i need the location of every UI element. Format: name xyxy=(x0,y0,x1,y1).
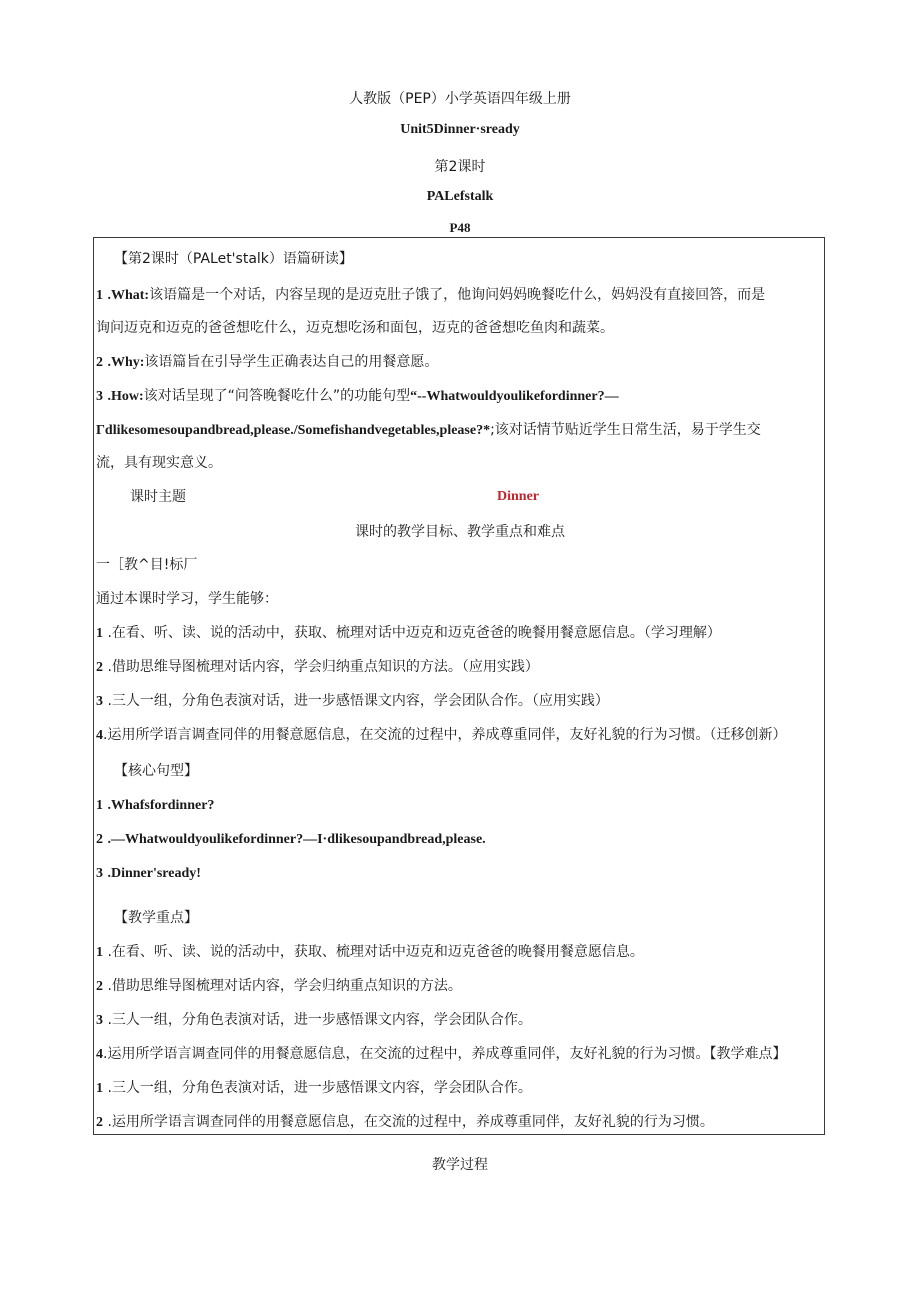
item-text: .在看、听、读、说的活动中，获取、梳理对话中迈克和迈克爸爸的晚餐用餐意愿信息。 xyxy=(107,944,644,960)
item-text: .—Whatwouldyoulikefordinner?—I·dlikesoupandbread,please. xyxy=(107,832,486,847)
core-item xyxy=(96,795,214,816)
item-number: 2 xyxy=(96,832,103,847)
what-label: .What: xyxy=(107,288,150,303)
item-number: 1 xyxy=(96,798,103,813)
core-item xyxy=(96,863,201,884)
analysis-why xyxy=(96,352,438,373)
item-text: .借助思维导图梳理对话内容，学会归纳重点知识的方法。（应用实践） xyxy=(107,659,539,675)
item-text: .运用所学语言调查同伴的用餐意愿信息，在交流的过程中，养成尊重同伴，友好礼貌的行为习惯。 xyxy=(107,1114,714,1130)
key-point-item xyxy=(96,1010,532,1031)
how-line-2 xyxy=(96,420,761,441)
item-number: 2 xyxy=(96,1115,103,1130)
key-point-item xyxy=(96,976,462,997)
objectives-sub-heading: 一［教^目!标厂 xyxy=(96,557,198,573)
what-text: 该语篇是一个对话，内容呈现的是迈克肚子饿了，他询问妈妈晚餐吃什么，妈妈没有直接回答，而是 xyxy=(149,287,766,303)
difficulty-item xyxy=(96,1112,714,1133)
item-text: .运用所学语言调查同伴的用餐意愿信息，在交流的过程中，养成尊重同伴，友好礼貌的行为习惯。 xyxy=(103,1046,710,1062)
item-number: 3 xyxy=(96,866,103,881)
core-item xyxy=(96,829,486,850)
item-text: .Dinner'sready! xyxy=(107,866,201,881)
item-number: 1 xyxy=(96,626,103,641)
core-heading: 【核心句型】 xyxy=(114,763,198,779)
item-text: .在看、听、读、说的活动中，获取、梳理对话中迈克和迈克爸爸的晚餐用餐意愿信息。（学习理解） xyxy=(107,625,721,641)
analysis-what xyxy=(96,285,765,306)
objectives-heading: 课时的教学目标、教学重点和难点 xyxy=(355,524,565,540)
key-point-item xyxy=(96,942,644,963)
item-number: 1 xyxy=(96,1081,103,1096)
process-heading: 教学过程 xyxy=(432,1157,488,1173)
analysis-heading: 【第2课时（PALet'stalk）语篇研读】 xyxy=(114,251,353,267)
theme-label: 课时主题 xyxy=(130,489,186,505)
how-text: 该对话呈现了“问答晚餐吃什么”的功能句型 xyxy=(143,388,411,404)
how-text-end: 流，具有现实意义。 xyxy=(96,455,222,471)
key-point-item xyxy=(96,1044,786,1065)
item-number: 2 xyxy=(96,979,103,994)
objective-item xyxy=(96,725,786,746)
item-text: .借助思维导图梳理对话内容，学会归纳重点知识的方法。 xyxy=(107,978,462,994)
objective-item xyxy=(96,657,539,678)
item-number: 3 xyxy=(96,694,103,709)
item-number: 1 xyxy=(96,945,103,960)
unit-title: Unit5Dinner·sready xyxy=(400,122,520,137)
difficulties-heading: 【教学难点】 xyxy=(709,1046,787,1062)
item-text: .三人一组，分角色表演对话，进一步感悟课文内容，学会团队合作。 xyxy=(107,1012,532,1028)
item-number: 4 xyxy=(96,1047,103,1062)
objectives-intro: 通过本课时学习，学生能够： xyxy=(96,591,278,607)
objective-item xyxy=(96,691,609,712)
item-text: .运用所学语言调查同伴的用餐意愿信息，在交流的过程中，养成尊重同伴，友好礼貌的行为习惯。（迁移创新） xyxy=(103,727,787,743)
difficulty-item xyxy=(96,1078,532,1099)
why-text: 该语篇旨在引导学生正确表达自己的用餐意愿。 xyxy=(144,354,439,370)
part-title: PALefstalk xyxy=(426,189,494,204)
lesson-number: 第2课时 xyxy=(434,159,486,175)
objective-item xyxy=(96,623,721,644)
how-label: .How: xyxy=(107,389,144,404)
why-number: 2 xyxy=(96,355,103,370)
key-points-heading: 【教学重点】 xyxy=(114,910,198,926)
why-label: .Why: xyxy=(107,355,145,370)
document-title: 人教版（PEP）小学英语四年级上册 xyxy=(349,91,571,107)
item-number: 2 xyxy=(96,660,103,675)
item-number: 3 xyxy=(96,1013,103,1028)
item-text: .三人一组，分角色表演对话，进一步感悟课文内容，学会团队合作。（应用实践） xyxy=(107,693,609,709)
how-pattern: “--Whatwouldyoulikefordinner?— xyxy=(410,389,619,404)
how-number: 3 xyxy=(96,389,103,404)
page-number: P48 xyxy=(449,220,471,235)
what-number: 1 xyxy=(96,288,103,303)
item-text: .三人一组，分角色表演对话，进一步感悟课文内容，学会团队合作。 xyxy=(107,1080,532,1096)
how-text-cont: ;该对话情节贴近学生日常生活，易于学生交 xyxy=(490,422,761,438)
analysis-how xyxy=(96,386,619,407)
theme-value: Dinner xyxy=(497,489,539,504)
item-text: .Whafsfordinner? xyxy=(107,798,215,813)
item-number: 4 xyxy=(96,728,103,743)
what-text-cont: 询问迈克和迈克的爸爸想吃什么，迈克想吃汤和面包，迈克的爸爸想吃鱼肉和蔬菜。 xyxy=(96,320,614,336)
how-pattern-answer: Γdlikesomesoupandbread,please./Somefishandvegetables,please?* xyxy=(96,423,491,438)
